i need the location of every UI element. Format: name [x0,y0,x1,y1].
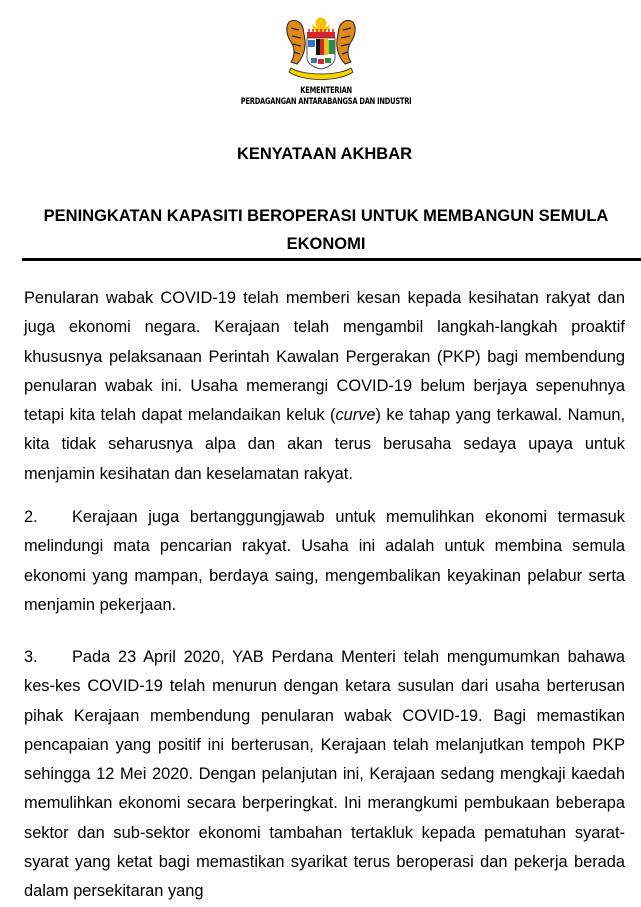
ribbon-icon [289,68,353,80]
paragraph-3-text: Pada 23 April 2020, YAB Perdana Menteri telah mengumumkan bahawa kes-kes COVID-19 telah menurun dengan ketara susulan dari usaha berterusan pihak Kerajaan membendung penularan wabak COVID-19. Bagi memastikan pencapaian yang positif ini berterusan, Kerajaan telah melanjutkan tempoh PKP sehingga 12 Mei 2020. Dengan pelanjutan ini, Kerajaan sedang mengkaji kaedah memulihkan ekonomi secara berperingkat. Ini merangkumi pembukaan beberapa sektor dan sub-sektor ekonomi tambahan tertakluk kepada pematuhan syarat-syarat yang ketat bagi memastikan syarikat terus beroperasi dan pekerja berada dalam persekitaran yang [24,648,625,901]
document-subtitle: PENINGKATAN KAPASITI BEROPERASI UNTUK MEMBANGUN SEMULA EKONOMI [43,207,609,253]
paragraph-1-text-after: ) ke tahap yang terkawal. Namun, kita tidak seharusnya alpa dan akan terus berusaha sedaya upaya untuk menjamin kesihatan dan keselamatan rakyat. [24,406,626,483]
paragraph-3 [24,643,625,907]
paragraph-2-number: 2. [24,508,38,526]
divider-line [22,258,641,261]
coat-of-arms-logo [279,14,363,84]
ministry-name-line-1: KEMENTERIAN [300,86,352,96]
star-icon [316,18,327,29]
paragraph-1-text-before: Penularan wabak COVID-19 telah memberi kesan kepada kesihatan rakyat dan juga ekonomi negara. Kerajaan telah mengambil langkah-langkah proaktif khususnya pelaksanaan Perintah Kawalan Pergerakan (PKP) bagi membendung penularan wabak ini. Usaha memerangi COVID-19 belum berjaya sepenuhnya tetapi kita telah dapat melandaikan keluk ( [24,289,625,425]
paragraph-1 [24,284,625,489]
document-title: KENYATAAN AKHBAR [236,145,413,163]
paragraph-2-text: Kerajaan juga bertanggungjawab untuk memulihkan ekonomi termasuk melindungi mata pencarian rakyat. Usaha ini adalah untuk membina semula ekonomi yang mampan, berdaya saing, mengembalikan keyakinan pelabur serta menjamin pekerjaan. [24,508,625,614]
paragraph-3-number: 3. [24,648,38,666]
right-tiger-icon [337,20,355,64]
paragraph-1-italic-term: curve [335,406,376,425]
left-tiger-icon [287,20,305,64]
paragraph-2 [24,503,625,620]
ministry-name-line-2: PERDAGANGAN ANTARABANGSA DAN INDUSTRI [240,97,412,107]
